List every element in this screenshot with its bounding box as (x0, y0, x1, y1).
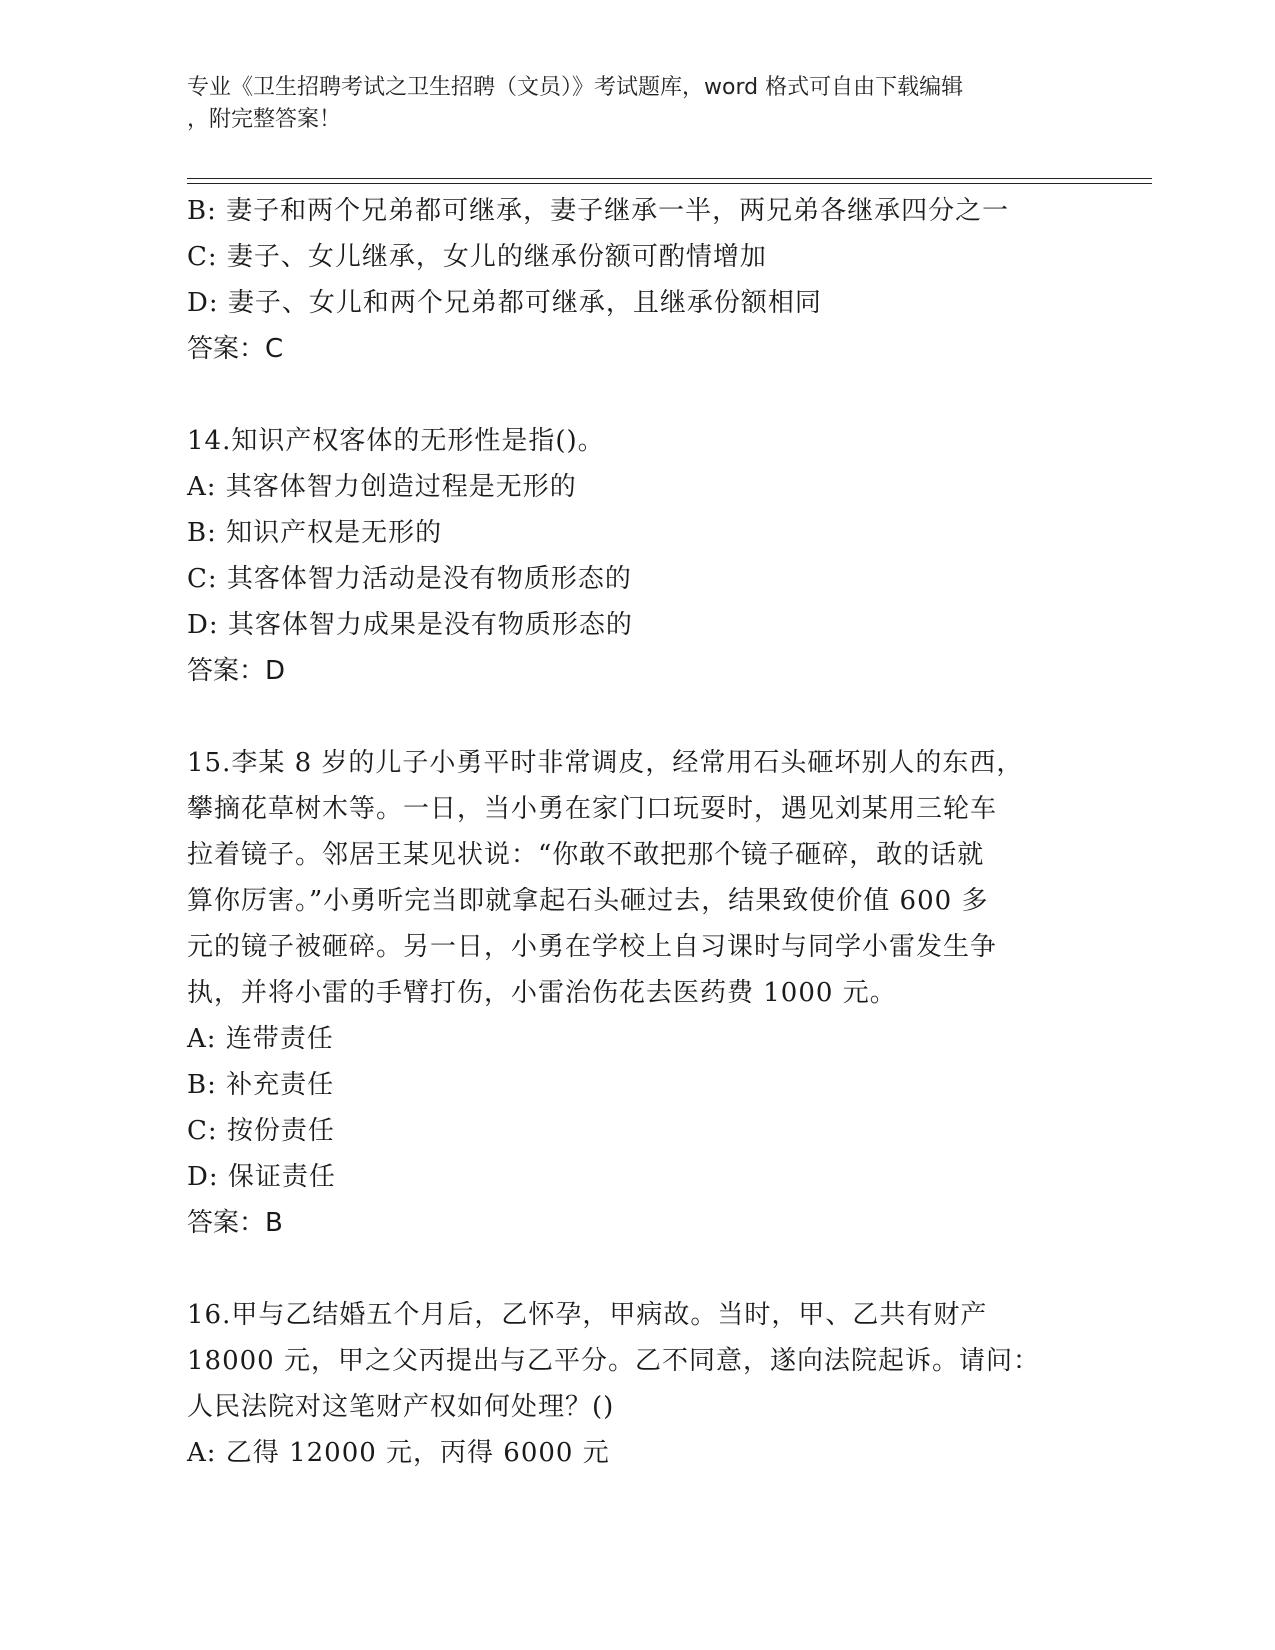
question-stem-line: 人民法院对这笔财产权如何处理？() (187, 1392, 615, 1422)
option-d: D: 其客体智力成果是没有物质形态的 (187, 610, 633, 640)
question-stem: 14.知识产权客体的无形性是指()。 (187, 426, 605, 456)
header-divider-top (187, 178, 1152, 179)
spacer (187, 1246, 1087, 1292)
option-d: D: 保证责任 (187, 1162, 336, 1192)
question-stem-line: 15.李某 8 岁的儿子小勇平时非常调皮，经常用石头砸坏别人的东西， (187, 748, 1024, 778)
question-stem-line: 16.甲与乙结婚五个月后，乙怀孕，甲病故。当时，甲、乙共有财产 (187, 1300, 988, 1330)
question-stem-line: 拉着镜子。邻居王某见状说：“你敢不敢把那个镜子砸碎，敢的话就 (187, 840, 985, 870)
option-a: A: 其客体智力创造过程是无形的 (187, 472, 577, 502)
option-b: B: 补充责任 (187, 1070, 335, 1100)
question-15 (187, 740, 1087, 1246)
question-stem-line: 算你厉害。”小勇听完当即就拿起石头砸过去，结果致使价值 600 多 (187, 886, 989, 916)
question-stem-line: 攀摘花草树木等。一日，当小勇在家门口玩耍时，遇见刘某用三轮车 (187, 794, 998, 824)
option-c: C: 按份责任 (187, 1116, 335, 1146)
page-header (187, 72, 1067, 136)
header-line-1: 专业《卫生招聘考试之卫生招聘（文员）》考试题库，word 格式可自由下载编辑 (187, 75, 964, 100)
question-14 (187, 418, 1087, 694)
question-stem-line: 执，并将小雷的手臂打伤，小雷治伤花去医药费 1000 元。 (187, 978, 897, 1008)
option-a: A: 连带责任 (187, 1024, 334, 1054)
answer-line: 答案：C (187, 334, 284, 364)
option-b: B: 知识产权是无形的 (187, 518, 443, 548)
answer-line: 答案：B (187, 1208, 283, 1238)
spacer (187, 372, 1087, 418)
question-list (187, 188, 1087, 1476)
option-b: B: 妻子和两个兄弟都可继承，妻子继承一半，两兄弟各继承四分之一 (187, 196, 1010, 226)
option-c: C: 妻子、女儿继承，女儿的继承份额可酌情增加 (187, 242, 767, 272)
question-stem-line: 元的镜子被砸碎。另一日，小勇在学校上自习课时与同学小雷发生争 (187, 932, 998, 962)
spacer (187, 694, 1087, 740)
option-a: A: 乙得 12000 元，丙得 6000 元 (187, 1438, 610, 1468)
question-stem-line: 18000 元，甲之父丙提出与乙平分。乙不同意，遂向法院起诉。请问： (187, 1346, 1040, 1376)
option-c: C: 其客体智力活动是没有物质形态的 (187, 564, 632, 594)
header-divider-bottom (187, 183, 1152, 184)
header-line-2: ，附完整答案！ (187, 107, 342, 132)
answer-line: 答案：D (187, 656, 286, 686)
question-13 (187, 188, 1087, 372)
question-16 (187, 1292, 1087, 1476)
option-d: D: 妻子、女儿和两个兄弟都可继承，且继承份额相同 (187, 288, 822, 318)
